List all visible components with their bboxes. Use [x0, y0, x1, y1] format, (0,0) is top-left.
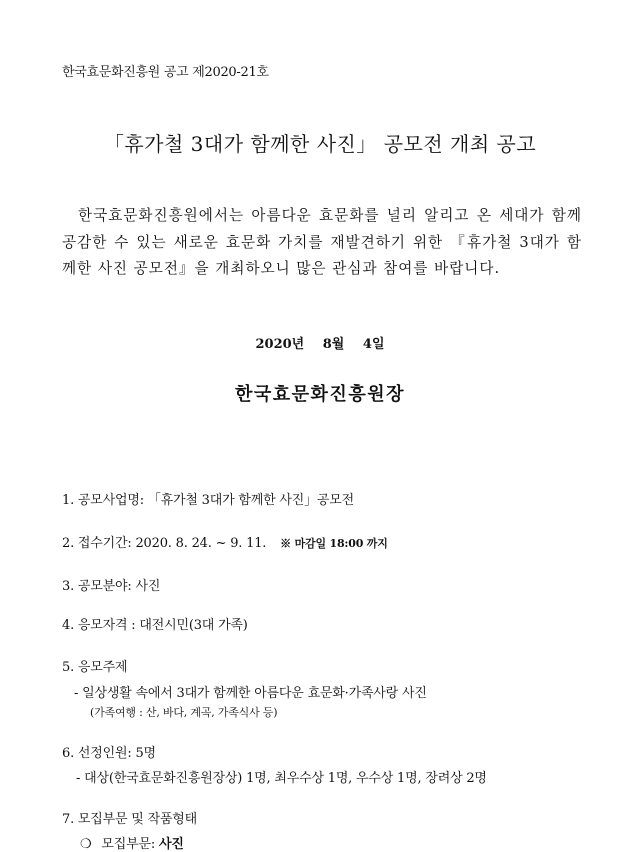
- item-submission-period: [62, 532, 388, 551]
- notice-title: 「휴가철 3대가 함께한 사진」 공모전 개최 공고: [103, 132, 537, 156]
- item-field: 3. 공모분야: 사진: [62, 579, 161, 594]
- item-winners-count: 6. 선정인원: 5명: [62, 746, 156, 761]
- theme-description: - 일상생활 속에서 3대가 함께한 아름다운 효문화·가족사랑 사진: [74, 686, 427, 701]
- intro-text: 한국효문화진흥원에서는 아름다운 효문화를 널리 알리고 온 세대가 함께 공감한 수 있는 새로운 효문화 가치를 재발견하기 위한 『휴가철 3대가 함께한 사진 공모전』을 개최하오니 많은 관심과 참여를 바랍니다.: [62, 207, 582, 277]
- deadline-note: ※ 마감일 18:00 까지: [280, 537, 388, 550]
- theme-example: (가족여행 : 산, 바다, 계곡, 가족식사 등): [90, 706, 278, 719]
- prize-list: - 대상(한국효문화진흥원장상) 1명, 최우수상 1명, 우수상 1명, 장려상 2명: [76, 771, 487, 786]
- intro-paragraph: [62, 203, 582, 283]
- notice-number: 한국효문화진흥원 공고 제2020-21호: [62, 65, 269, 80]
- item-eligibility: 4. 응모자격 : 대전시민(3대 가족): [62, 618, 248, 633]
- category-line: [80, 833, 184, 852]
- submission-period-text: 2. 접수기간: 2020. 8. 24. ~ 9. 11.: [62, 536, 267, 551]
- issuer-name: 한국효문화진흥원장: [235, 384, 405, 405]
- item-contest-name: 1. 공모사업명: 「휴가철 3대가 함께한 사진」공모전: [62, 493, 354, 508]
- item-theme: 5. 응모주제: [62, 660, 128, 675]
- category-value: 사진: [158, 837, 184, 852]
- category-label: 모집부문:: [101, 837, 156, 852]
- item-category-format: 7. 모집부문 및 작품형태: [62, 812, 198, 827]
- circle-bullet-icon: ❍: [80, 837, 92, 852]
- notice-date: 2020년 8월 4일: [255, 337, 385, 352]
